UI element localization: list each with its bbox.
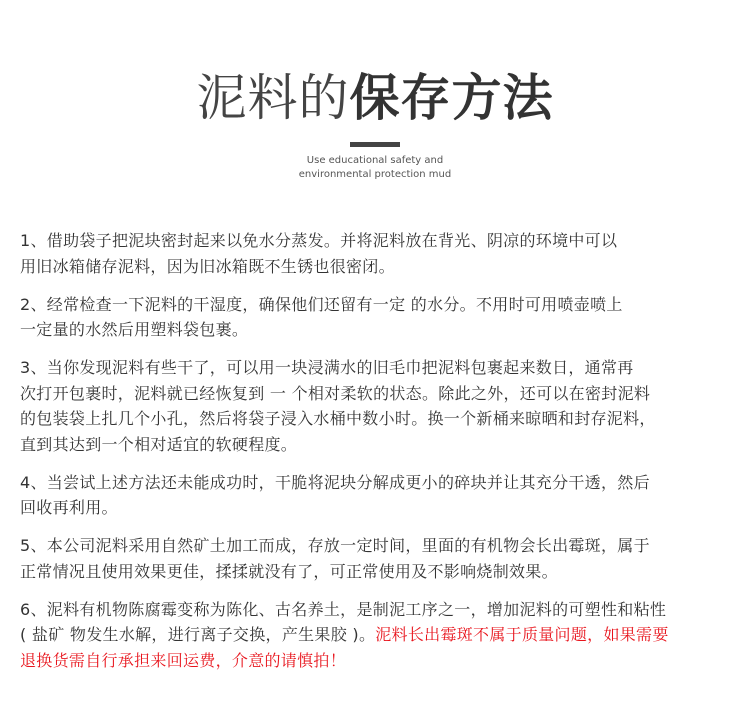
paragraph-line: 次打开包裹时，泥料就已经恢复到 一 个相对柔软的状态。除此之外，还可以在密封泥料 bbox=[20, 383, 651, 403]
title-light: 泥料的 bbox=[196, 69, 350, 127]
warning-text: 泥料长出霉斑不属于质量问题，如果需要 bbox=[375, 625, 669, 644]
paragraph-line bbox=[20, 622, 732, 648]
content bbox=[20, 228, 732, 686]
title-bold: 保存方法 bbox=[349, 69, 554, 127]
paragraph-1 bbox=[20, 228, 732, 279]
subtitle-line-2: environmental protection mud bbox=[298, 169, 452, 180]
subtitle-line-1: Use educational safety and bbox=[306, 155, 444, 166]
paragraph-line: 6、泥料有机物陈腐霉变称为陈化、古名养土，是制泥工序之一，增加泥料的可塑性和粘性 bbox=[20, 599, 667, 619]
paragraph-line: 的包装袋上扎几个小孔，然后将袋子浸入水桶中数小时。换一个新桶来晾晒和封存泥料， bbox=[20, 409, 656, 428]
paragraph-line: 3、当你发现泥料有些干了，可以用一块浸满水的旧毛巾把泥料包裹起来数日，通常再 bbox=[20, 358, 634, 377]
subtitle bbox=[0, 154, 750, 182]
paragraph-line: 5、本公司泥料采用自然矿土加工而成，存放一定时间，里面的有机物会长出霉斑，属于 bbox=[20, 536, 650, 555]
paragraph-text: ( 盐矿 物发生水解，进行离子交换，产生果胶 )。 bbox=[20, 625, 376, 644]
paragraph-line: 4、当尝试上述方法还未能成功时，干脆将泥块分解成更小的碎块并让其充分干透，然后 bbox=[20, 472, 650, 492]
paragraph-line: 回收再利用。 bbox=[20, 498, 118, 517]
paragraph-line: 1、借助袋子把泥块密封起来以免水分蒸发。并将泥料放在背光、阴凉的环境中可以 bbox=[20, 231, 618, 250]
paragraph-line: 用旧冰箱储存泥料，因为旧冰箱既不生锈也很密闭。 bbox=[20, 256, 395, 276]
warning-text: 退换货需自行承担来回运费，介意的请慎拍！ bbox=[20, 650, 347, 670]
paragraph-line: 正常情况且使用效果更佳，揉揉就没有了，可正常使用及不影响烧制效果。 bbox=[20, 561, 558, 581]
paragraph-3 bbox=[20, 355, 732, 457]
paragraph-line: 直到其达到一个相对适宜的软硬程度。 bbox=[20, 434, 298, 454]
page-title bbox=[0, 66, 750, 130]
paragraph-4 bbox=[20, 470, 732, 521]
paragraph-6 bbox=[20, 597, 732, 674]
paragraph-2 bbox=[20, 292, 732, 343]
paragraph-5 bbox=[20, 533, 732, 584]
paragraph-line: 2、经常检查一下泥料的干湿度，确保他们还留有一定 的水分。不用时可用喷壶喷上 bbox=[20, 294, 623, 314]
paragraph-line: 一定量的水然后用塑料袋包裹。 bbox=[20, 320, 249, 339]
title-underline bbox=[350, 142, 400, 147]
